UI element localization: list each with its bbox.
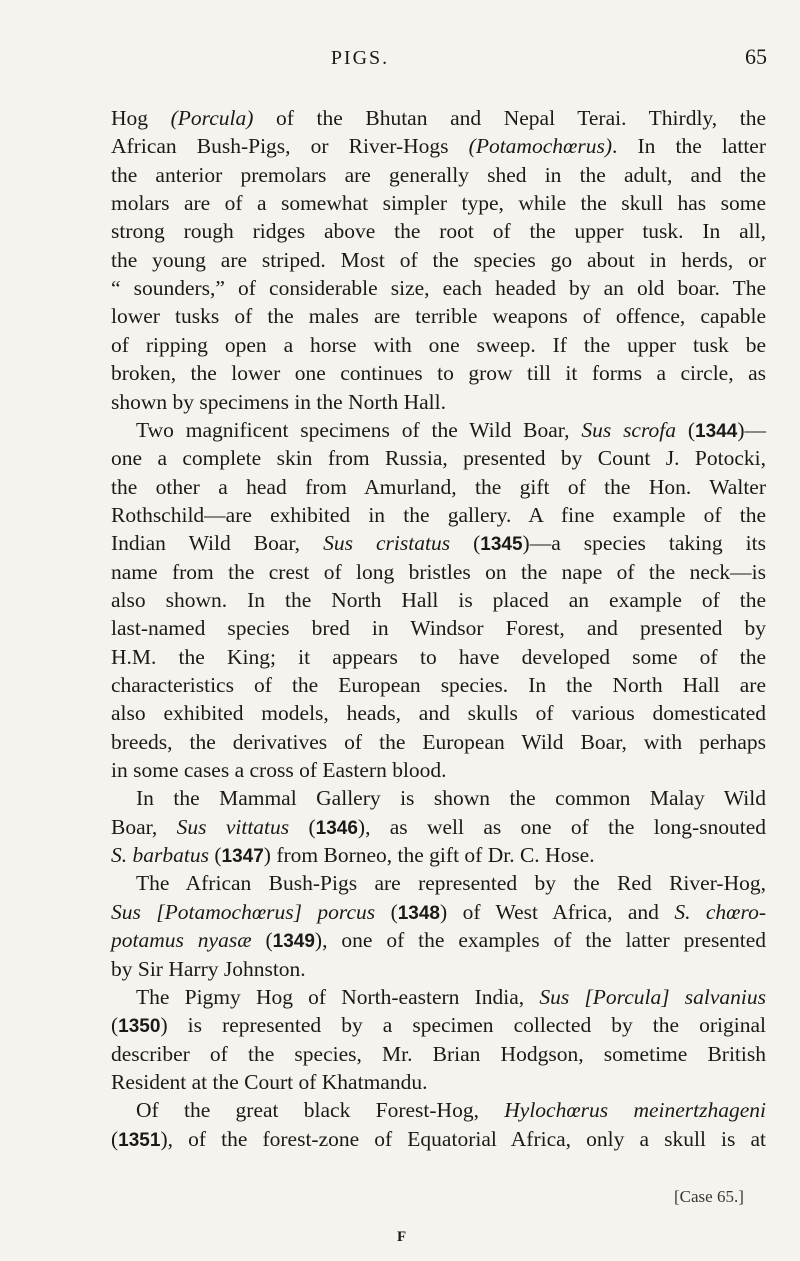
text-run: the anterior premolars are generally shed in the adult, and the	[111, 162, 766, 187]
text-line	[111, 331, 766, 359]
text-run: The Pigmy Hog of North-eastern India,	[136, 984, 540, 1009]
text-run: broken, the lower one continues to grow till it forms a circle, as	[111, 361, 766, 386]
italic-text: (Potamochœrus)	[468, 134, 612, 159]
text-line	[136, 869, 766, 897]
text-line	[111, 388, 766, 416]
text-run: the young are striped. Most of the species go about in herds, or	[111, 247, 766, 272]
text-run: Indian Wild Boar,	[111, 531, 324, 556]
text-run: (	[208, 843, 222, 868]
text-run: (	[289, 814, 316, 839]
text-line	[111, 926, 766, 954]
italic-text: Sus cristatus	[323, 531, 451, 556]
text-line	[111, 614, 766, 642]
running-head: PIGS.	[330, 47, 390, 69]
text-line	[111, 302, 766, 330]
text-line	[111, 841, 766, 869]
text-run: African Bush-Pigs, or River-Hogs	[111, 134, 469, 159]
text-run: (	[251, 928, 273, 953]
text-run: “ sounders,” of considerable size, each headed by an old boar. The	[111, 276, 766, 301]
italic-text: Sus [Porcula] salvanius	[539, 984, 766, 1009]
text-run: . In the latter	[611, 134, 767, 159]
specimen-number: 1349	[272, 931, 315, 953]
text-run: of ripping open a horse with one sweep. If the upper tusk be	[111, 332, 766, 357]
text-run: (	[450, 531, 481, 556]
text-line	[111, 274, 766, 302]
specimen-number: 1348	[397, 902, 441, 924]
text-run: breeds, the derivatives of the European Wild Boar, with perhaps	[111, 729, 766, 754]
text-run: (	[111, 1126, 119, 1151]
text-run: (	[375, 899, 398, 924]
text-line	[111, 756, 766, 784]
signature-mark: F	[397, 1229, 407, 1245]
text-run: Hog	[111, 106, 171, 130]
text-line	[111, 104, 766, 132]
text-run: Of the great black Forest-Hog,	[136, 1098, 505, 1123]
italic-text: Hylochœrus meinertzhageni	[504, 1098, 767, 1123]
text-run: H.M. the King; it appears to have developed some of the	[111, 644, 766, 669]
text-line	[111, 161, 766, 189]
text-line	[111, 529, 766, 557]
text-line	[111, 558, 766, 586]
text-run: of the Bhutan and Nepal Terai. Thirdly, the	[253, 106, 767, 130]
italic-text: S. chœro-	[674, 899, 766, 924]
text-run: ), as well as one of the long-snouted	[357, 814, 767, 839]
text-line	[136, 983, 766, 1011]
text-run: shown by specimens in the North Hall.	[111, 389, 446, 414]
text-line	[111, 955, 766, 983]
text-run: molars are of a somewhat simpler type, while the skull has some	[111, 191, 766, 216]
text-line	[111, 699, 766, 727]
text-line	[111, 444, 766, 472]
text-line	[111, 501, 766, 529]
specimen-number: 1346	[315, 817, 358, 839]
italic-text: Sus vittatus	[176, 814, 290, 839]
text-run: Rothschild—are exhibited in the gallery. A fine example of the	[111, 502, 766, 527]
text-run: Boar,	[111, 814, 177, 839]
text-line	[111, 132, 766, 160]
text-run: characteristics of the European species. In the North Hall are	[111, 673, 766, 697]
italic-text: potamus nyasæ	[111, 928, 252, 953]
text-run: one a complete skin from Russia, presented by Count J. Potocki,	[111, 446, 766, 471]
specimen-number: 1350	[118, 1016, 161, 1038]
text-run: in some cases a cross of Eastern blood.	[111, 758, 447, 783]
specimen-number: 1347	[221, 846, 264, 868]
text-run: last-named species bred in Windsor Forest, and presented by	[111, 616, 766, 641]
text-line	[111, 813, 766, 841]
text-run: also exhibited models, heads, and skulls of various domesticated	[111, 701, 766, 726]
text-line	[111, 1040, 766, 1068]
text-line	[111, 728, 766, 756]
text-run: )—	[737, 417, 766, 442]
specimen-number: 1344	[695, 420, 738, 442]
margin-note: [Case 65.]	[674, 1187, 744, 1206]
text-run: the other a head from Amurland, the gift of the Hon. Walter	[111, 474, 766, 499]
page-number: 65	[745, 44, 767, 69]
text-line	[136, 1096, 766, 1124]
text-line	[111, 359, 766, 387]
text-line	[111, 898, 766, 926]
text-line	[111, 1125, 766, 1153]
text-run: name from the crest of long bristles on the nape of the neck—is	[111, 559, 766, 584]
text-run: )—a species taking its	[522, 531, 766, 556]
italic-text: (Porcula)	[170, 106, 254, 130]
text-line	[111, 643, 766, 671]
text-run: also shown. In the North Hall is placed an example of the	[111, 587, 766, 612]
text-run: describer of the species, Mr. Brian Hodgson, sometime British	[111, 1041, 766, 1066]
text-run: by Sir Harry Johnston.	[111, 956, 306, 981]
text-line	[111, 217, 766, 245]
italic-text: Sus [Potamochœrus] porcus	[111, 899, 376, 924]
text-run: strong rough ridges above the root of the upper tusk. In all,	[111, 219, 766, 244]
text-run: (	[676, 417, 696, 442]
italic-text: Sus scrofa	[581, 417, 677, 442]
text-run: (	[111, 1013, 119, 1038]
text-run: ), of the forest-zone of Equatorial Africa, only a skull is at	[160, 1126, 766, 1151]
text-line	[111, 586, 766, 614]
text-run: Two magnificent specimens of the Wild Boar,	[136, 417, 582, 442]
text-run: In the Mammal Gallery is shown the common Malay Wild	[136, 786, 766, 811]
text-run: lower tusks of the males are terrible weapons of offence, capable	[111, 304, 766, 329]
specimen-number: 1351	[118, 1129, 161, 1151]
text-line	[136, 416, 766, 444]
text-line	[111, 1011, 766, 1039]
text-run: ), one of the examples of the latter presented	[314, 928, 766, 953]
text-line	[111, 1068, 766, 1096]
text-line	[136, 784, 766, 812]
text-line	[111, 473, 766, 501]
text-run: ) from Borneo, the gift of Dr. C. Hose.	[263, 843, 595, 868]
text-run: ) of West Africa, and	[440, 899, 675, 924]
text-run: Resident at the Court of Khatmandu.	[111, 1069, 428, 1094]
text-line	[111, 671, 766, 699]
italic-text: S. barbatus	[111, 843, 209, 868]
text-line	[111, 246, 766, 274]
text-run: ) is represented by a specimen collected by the original	[160, 1013, 766, 1038]
text-run: The African Bush-Pigs are represented by the Red River-Hog,	[136, 871, 766, 896]
text-line	[111, 189, 766, 217]
specimen-number: 1345	[480, 534, 523, 556]
